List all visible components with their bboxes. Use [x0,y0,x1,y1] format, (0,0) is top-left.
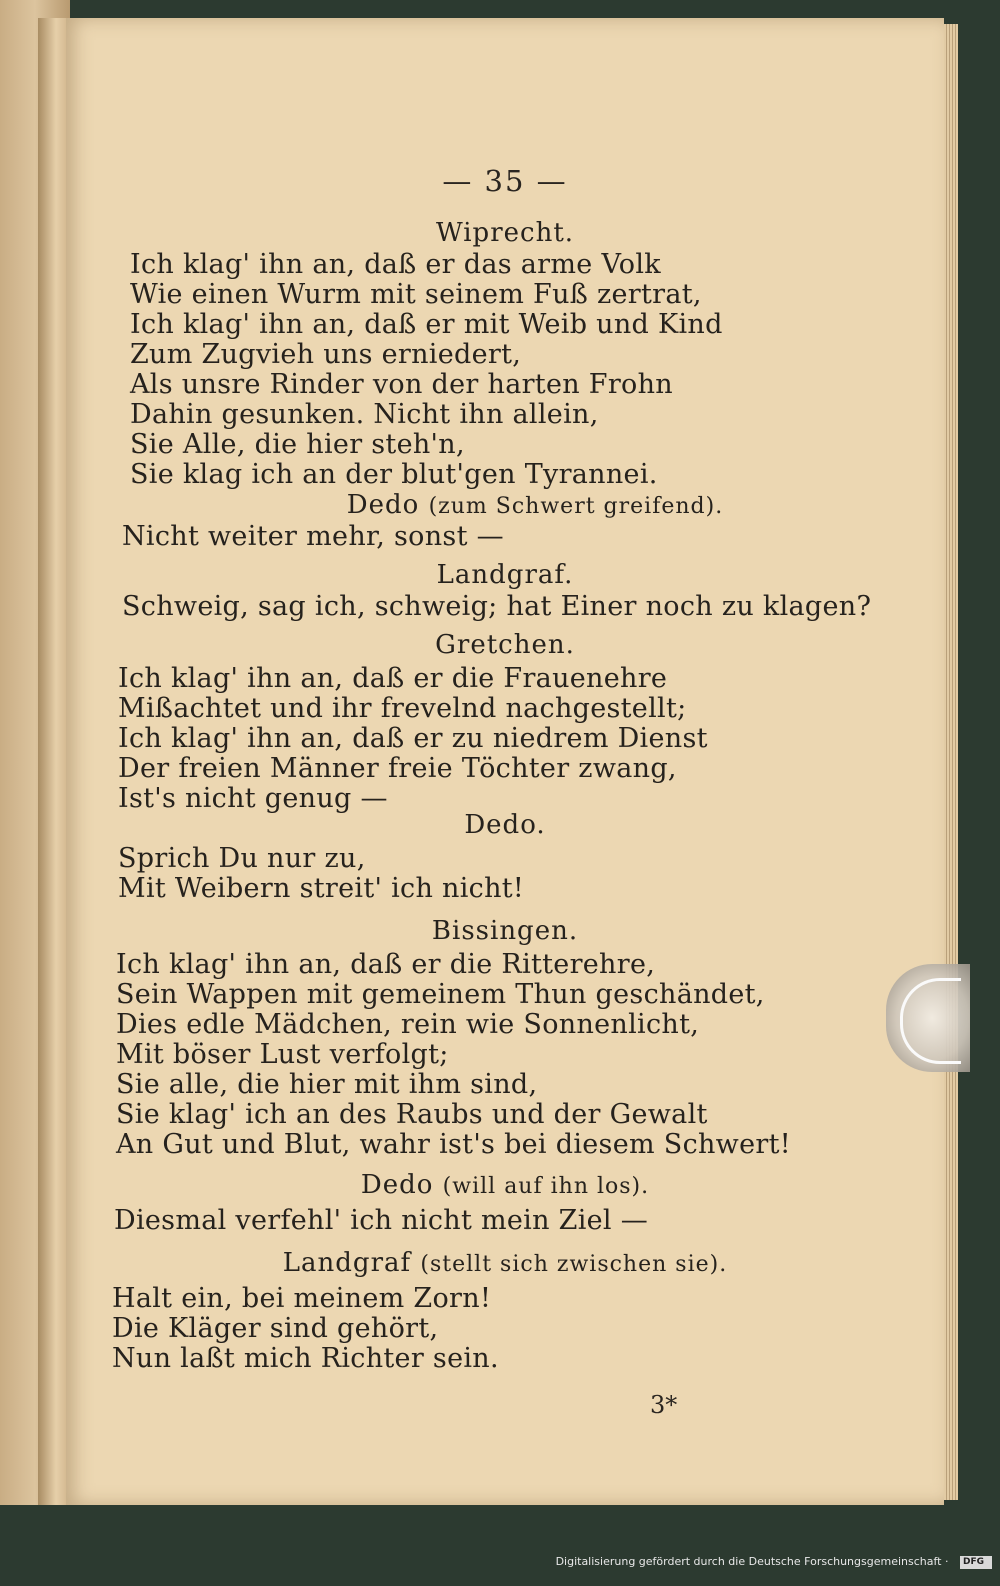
verse-line: Ist's nicht genug — [118,783,388,814]
verse-line: Diesmal verfehl' ich nicht mein Ziel — [114,1205,649,1236]
verse-line: Mit Weibern streit' ich nicht! [118,873,525,904]
verse-line: Wie einen Wurm mit seinem Fuß zertrat, [130,279,702,310]
verse-line: Sprich Du nur zu, [118,843,366,874]
verse-block [112,1284,499,1374]
verse-line: Mit böser Lust verfolgt; [116,1039,449,1070]
verse-line: Die Kläger sind gehört, [112,1313,439,1344]
verse-line: Sie klag' ich an des Raubs und der Gewalt [116,1099,708,1130]
stage-direction: (stellt sich zwischen sie). [420,1252,728,1277]
speaker-heading [66,218,944,248]
verse-block [122,522,504,552]
verse-line: Ich klag' ihn an, daß er die Ritterehre, [116,949,656,980]
book-left-page [0,0,70,1505]
dfg-logo-icon: DFG [960,1556,992,1569]
speaker-heading [66,810,944,840]
stage-direction: (will auf ihn los). [442,1174,650,1199]
speaker-heading [66,916,944,946]
verse-line: Sein Wappen mit gemeinem Thun geschändet, [116,979,765,1010]
speaker-name: Bissingen. [431,916,579,946]
verse-line: Ich klag' ihn an, daß er mit Weib und Kind [130,309,723,340]
verse-line: Zum Zugvieh uns erniedert, [130,339,522,370]
footer-text: Digitalisierung gefördert durch die Deutsche Forschungsgemeinschaft · [555,1555,949,1568]
verse-line: Halt ein, bei meinem Zorn! [112,1283,492,1314]
page-number: — 35 — [442,164,568,198]
verse-block [116,950,791,1160]
speaker-name: Dedo [346,490,420,520]
speaker-heading [66,1170,944,1200]
verse-line: Nun laßt mich Richter sein. [112,1343,499,1374]
verse-line: Sie klag ich an der blut'gen Tyrannei. [130,459,658,490]
verse-line: Der freien Männer freie Töchter zwang, [118,753,677,784]
page-edges [944,24,958,1500]
stage-direction: (zum Schwert greifend). [428,494,724,519]
speaker-name: Gretchen. [435,630,575,660]
verse-line: Sie Alle, die hier steh'n, [130,429,465,460]
verse-line: Dahin gesunken. Nicht ihn allein, [130,399,599,430]
verse-line: Nicht weiter mehr, sonst — [122,521,504,552]
book-page [66,18,944,1505]
verse-line: Dies edle Mädchen, rein wie Sonnenlicht, [116,1009,700,1040]
verse-line: Ich klag' ihn an, daß er zu niedrem Dienst [118,723,708,754]
speaker-name: Wiprecht. [435,218,575,248]
speaker-name: Dedo [360,1170,434,1200]
verse-block [118,844,524,904]
verse-line: Sie alle, die hier mit ihm sind, [116,1069,538,1100]
speaker-heading [66,630,944,660]
verse-line: Ich klag' ihn an, daß er das arme Volk [130,249,661,280]
speaker-heading [66,1248,944,1278]
speaker-name: Landgraf. [436,560,574,590]
verse-line: An Gut und Blut, wahr ist's bei diesem Schwert! [116,1129,791,1160]
book-gutter [38,18,68,1505]
verse-line: Mißachtet und ihr frevelnd nachgestellt; [118,693,687,724]
speaker-name: Landgraf [282,1248,412,1278]
verse-line: Als unsre Rinder von der harten Frohn [130,369,673,400]
verse-block [122,592,871,622]
verse-block [130,250,723,490]
signature-mark: 3* [650,1391,678,1419]
verse-block [114,1206,648,1236]
digitization-footer [0,1551,1000,1573]
speaker-heading [66,490,944,520]
verse-line: Ich klag' ihn an, daß er die Frauenehre [118,663,668,694]
speaker-name: Dedo. [464,810,546,840]
speaker-heading [66,560,944,590]
verse-block [118,664,708,814]
verse-line: Schweig, sag ich, schweig; hat Einer noch zu klagen? [122,591,872,622]
